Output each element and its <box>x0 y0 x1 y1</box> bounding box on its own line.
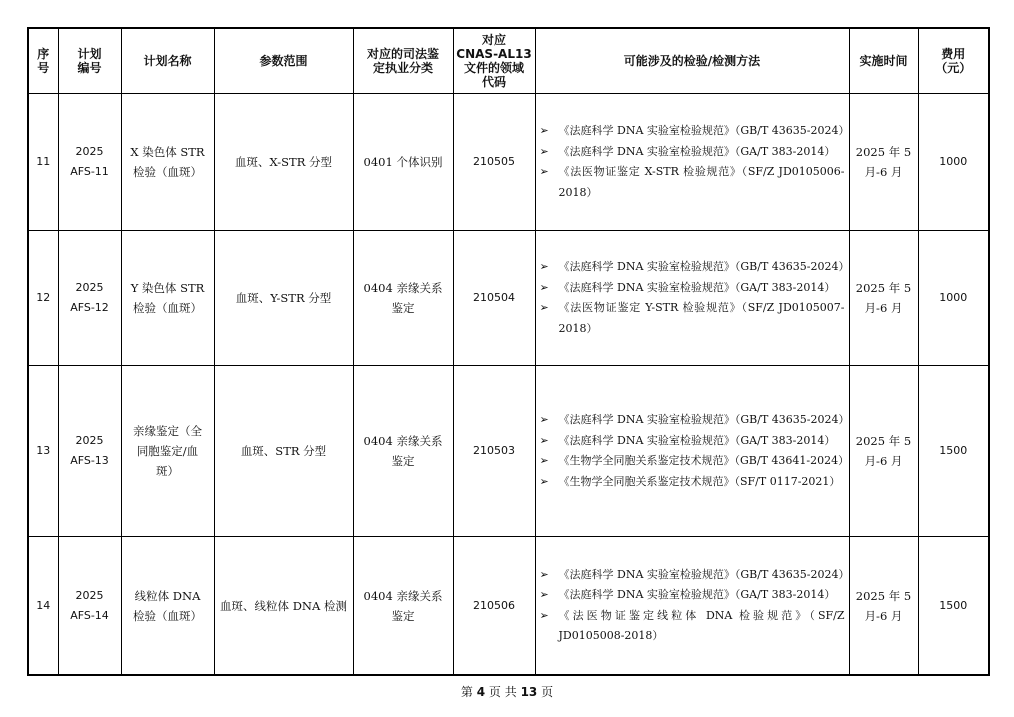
method-text: 《法医物证鉴定线粒体 DNA 检验规范》（SF/Z JD0105008-2018） <box>558 608 845 642</box>
arrowhead-bullet-icon: ➢ <box>539 124 549 137</box>
footer-page-number: 4 <box>476 685 486 699</box>
cell-seq: 12 <box>28 231 58 366</box>
cell-methods <box>535 94 849 231</box>
method-item <box>540 278 845 299</box>
footer-total-pages: 13 <box>520 685 538 699</box>
method-text: 《生物学全同胞关系鉴定技术规范》（SF/T 0117-2021） <box>558 474 841 488</box>
cell-category: 0401 个体识别 <box>353 94 453 231</box>
method-item <box>540 585 845 606</box>
method-item <box>540 162 845 203</box>
arrowhead-bullet-icon: ➢ <box>539 454 549 467</box>
arrowhead-bullet-icon: ➢ <box>539 144 549 158</box>
header-cnas-code: 对应 CNAS-AL13 文件的领域 代码 <box>453 28 535 94</box>
cell-plan-no: 2025 AFS-13 <box>58 366 121 537</box>
arrowhead-bullet-icon: ➢ <box>539 433 549 447</box>
cell-methods <box>535 231 849 366</box>
cell-category: 0404 亲缘关系 鉴定 <box>353 366 453 537</box>
method-item <box>540 298 845 339</box>
cell-time: 2025 年 5 月-6 月 <box>849 94 918 231</box>
arrowhead-bullet-icon: ➢ <box>539 474 549 488</box>
cell-plan-no: 2025 AFS-14 <box>58 537 121 676</box>
arrowhead-bullet-icon: ➢ <box>539 567 549 581</box>
cell-fee: 1500 <box>918 366 989 537</box>
cell-time: 2025 年 5 月-6 月 <box>849 537 918 676</box>
method-item <box>539 410 850 431</box>
method-text: 《法庭科学 DNA 实验室检验规范》（GB/T 43635-2024） <box>558 124 850 137</box>
method-text: 《法庭科学 DNA 实验室检验规范》（GA/T 383-2014） <box>558 433 836 447</box>
method-text: 《生物学全同胞关系鉴定技术规范》（GB/T 43641-2024） <box>558 454 850 467</box>
method-item <box>539 451 850 472</box>
method-item <box>539 121 850 142</box>
arrowhead-bullet-icon: ➢ <box>539 588 549 601</box>
footer-prefix: 第 <box>460 685 473 699</box>
header-methods: 可能涉及的检验/检测方法 <box>535 28 849 94</box>
proficiency-testing-plan-table <box>27 27 990 676</box>
cell-plan-name: Y 染色体 STR 检验（血斑） <box>121 231 214 366</box>
method-text: 《法医物证鉴定 Y-STR 检验规范》（SF/Z JD0105007-2018） <box>558 301 845 335</box>
table-row <box>28 537 989 676</box>
method-item <box>539 565 850 586</box>
cell-time: 2025 年 5 月-6 月 <box>849 366 918 537</box>
footer-mid: 页 共 <box>488 685 517 699</box>
cell-plan-name: 亲缘鉴定（全 同胞鉴定/血 斑） <box>121 366 214 537</box>
cell-cnas-code: 210505 <box>453 94 535 231</box>
page-footer <box>0 683 1014 700</box>
method-item <box>540 606 845 647</box>
cell-seq: 11 <box>28 94 58 231</box>
cell-methods <box>535 537 849 676</box>
arrowhead-bullet-icon: ➢ <box>539 413 549 426</box>
method-text: 《法医物证鉴定 X-STR 检验规范》（SF/Z JD0105006-2018） <box>558 165 845 199</box>
cell-param-range: 血斑、线粒体 DNA 检测 <box>214 537 353 676</box>
cell-seq: 14 <box>28 537 58 676</box>
cell-param-range: 血斑、Y-STR 分型 <box>214 231 353 366</box>
method-text: 《法庭科学 DNA 实验室检验规范》（GA/T 383-2014） <box>558 280 836 294</box>
cell-plan-name: 线粒体 DNA 检验（血斑） <box>121 537 214 676</box>
header-category: 对应的司法鉴 定执业分类 <box>353 28 453 94</box>
method-text: 《法庭科学 DNA 实验室检验规范》（GA/T 383-2014） <box>558 588 836 601</box>
cell-plan-no: 2025 AFS-11 <box>58 94 121 231</box>
cell-fee: 1000 <box>918 231 989 366</box>
method-item <box>540 472 845 493</box>
table-row <box>28 366 989 537</box>
arrowhead-bullet-icon: ➢ <box>539 260 549 273</box>
cell-cnas-code: 210503 <box>453 366 535 537</box>
arrowhead-bullet-icon: ➢ <box>539 280 549 294</box>
cell-cnas-code: 210506 <box>453 537 535 676</box>
table-row <box>28 231 989 366</box>
header-time: 实施时间 <box>849 28 918 94</box>
cell-fee: 1000 <box>918 94 989 231</box>
header-seq: 序 号 <box>28 28 58 94</box>
cell-time: 2025 年 5 月-6 月 <box>849 231 918 366</box>
header-plan-no: 计划 编号 <box>58 28 121 94</box>
footer-suffix: 页 <box>541 685 554 699</box>
table-row <box>28 94 989 231</box>
arrowhead-bullet-icon: ➢ <box>539 301 549 314</box>
arrowhead-bullet-icon: ➢ <box>539 608 549 622</box>
method-text: 《法庭科学 DNA 实验室检验规范》（GB/T 43635-2024） <box>558 260 850 273</box>
method-text: 《法庭科学 DNA 实验室检验规范》（GB/T 43635-2024） <box>558 413 850 426</box>
method-item <box>539 257 850 278</box>
cell-param-range: 血斑、STR 分型 <box>214 366 353 537</box>
method-text: 《法庭科学 DNA 实验室检验规范》（GB/T 43635-2024） <box>558 567 850 581</box>
cell-plan-name: X 染色体 STR 检验（血斑） <box>121 94 214 231</box>
cell-param-range: 血斑、X-STR 分型 <box>214 94 353 231</box>
cell-fee: 1500 <box>918 537 989 676</box>
header-plan-name: 计划名称 <box>121 28 214 94</box>
header-row <box>28 28 989 94</box>
method-text: 《法庭科学 DNA 实验室检验规范》（GA/T 383-2014） <box>558 144 836 158</box>
method-item <box>540 142 845 163</box>
cell-category: 0404 亲缘关系 鉴定 <box>353 231 453 366</box>
cell-seq: 13 <box>28 366 58 537</box>
header-param-range: 参数范围 <box>214 28 353 94</box>
cell-methods <box>535 366 849 537</box>
arrowhead-bullet-icon: ➢ <box>539 165 549 178</box>
method-item <box>540 431 845 452</box>
plan-table-container <box>27 27 988 676</box>
cell-plan-no: 2025 AFS-12 <box>58 231 121 366</box>
cell-cnas-code: 210504 <box>453 231 535 366</box>
cell-category: 0404 亲缘关系 鉴定 <box>353 537 453 676</box>
header-fee: 费用 （元） <box>918 28 989 94</box>
